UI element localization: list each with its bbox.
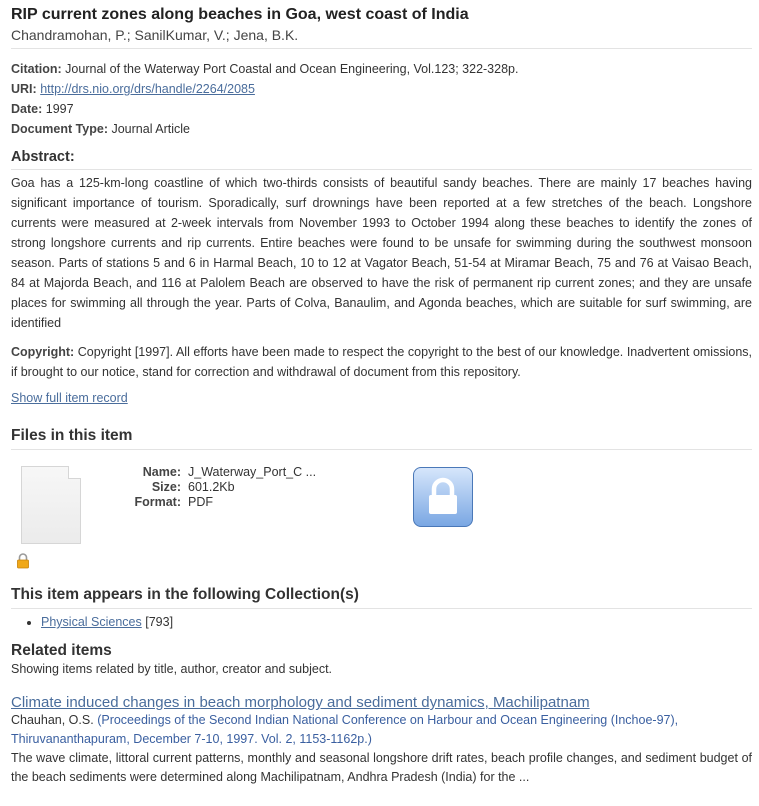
- show-full-record-link[interactable]: Show full item record: [11, 391, 128, 405]
- doctype-label: Document Type:: [11, 122, 108, 136]
- item-metadata: [11, 59, 752, 139]
- uri-row: [11, 79, 752, 99]
- divider: [11, 169, 752, 170]
- doctype-value: Journal Article: [111, 122, 190, 136]
- copyright-block: [11, 342, 752, 382]
- divider: [11, 48, 752, 49]
- related-item-title-link[interactable]: Climate induced changes in beach morphology and sediment dynamics, Machilipatnam: [11, 694, 590, 711]
- divider: [11, 449, 752, 450]
- collection-count: [793]: [145, 615, 174, 629]
- file-name-label: Name:: [142, 465, 181, 479]
- abstract-heading: Abstract:: [11, 149, 75, 165]
- citation-value: Journal of the Waterway Port Coastal and Ocean Engineering, Vol.123; 322-328p.: [65, 62, 519, 76]
- uri-label: URI:: [11, 82, 37, 96]
- collection-item: [41, 615, 752, 629]
- collections-heading: This item appears in the following Collection(s): [11, 586, 359, 603]
- related-subtitle: Showing items related by title, author, creator and subject.: [11, 662, 333, 676]
- file-size-label: Size:: [151, 480, 181, 494]
- citation-row: [11, 59, 752, 79]
- file-thumbnail[interactable]: [21, 466, 81, 544]
- item-title: RIP current zones along beaches in Goa, west coast of India: [11, 6, 469, 23]
- related-item-meta: [11, 711, 752, 749]
- collection-link[interactable]: Physical Sciences: [41, 615, 142, 629]
- copyright-label: Copyright:: [11, 345, 75, 359]
- item-authors: Chandramohan, P.; SanilKumar, V.; Jena, B.K.: [11, 27, 299, 43]
- collections-list: [11, 615, 752, 629]
- date-value: 1997: [45, 102, 74, 116]
- date-row: [11, 99, 752, 119]
- files-heading: Files in this item: [11, 427, 133, 444]
- files-section: [11, 459, 752, 584]
- doctype-row: [11, 119, 752, 139]
- date-label: Date:: [11, 102, 43, 116]
- uri-link[interactable]: http://drs.nio.org/drs/handle/2264/2085: [40, 82, 255, 96]
- file-name-row: [101, 465, 316, 480]
- file-size-value: 601.2Kb: [188, 480, 235, 494]
- lock-icon: [16, 553, 30, 569]
- file-size-row: [101, 480, 316, 495]
- copyright-text: Copyright [1997]. All efforts have been made to respect the copyright to the best of our knowledge. Inadvertent omissions, if brought to our notice, stand for correction and withdrawal of document from this repository.: [11, 345, 752, 379]
- related-item-source: (Proceedings of the Second Indian National Conference on Harbour and Ocean Engineering (Inchoe-97), Thiruvananthapuram, December 7-10, 1997. Vol. 2, 1153-1162p.): [11, 713, 679, 746]
- item-page: [0, 6, 752, 787]
- divider: [11, 608, 752, 609]
- related-heading: Related items: [11, 642, 112, 659]
- file-info: [101, 465, 316, 510]
- file-format-label: Format:: [134, 495, 181, 509]
- related-item-abstract: The wave climate, littoral current patterns, monthly and seasonal longshore drift rates, beach profile changes, and sediment budget of the beach sediments were determined along Machilipatnam, Andhra Pradesh (India) for the ...: [11, 751, 752, 784]
- abstract-text: Goa has a 125-km-long coastline of which two-thirds consists of beautiful sandy beaches. There are mainly 17 beaches having significant importance of tourism. Sporadically, surf drownings have been reported at a few stretches of the beach. Longshore currents were measured at 2-week intervals from November 1993 to October 1994 along these beaches to identify the zones of strong longshore currents and rip currents. Entire beaches were found to be unsafe for swimming during the southwest monsoon season. Parts of stations 5 and 6 in Harmal Beach, 10 to 12 at Vagator Beach, 51-54 at Miramar Beach, 75 and 76 at Vaisao Beach, 84 at Majorda Beach, and 116 at Palolem Beach are observed to have the risk of permanent rip current zones; and they are unsafe places for swimming all through the year. Parts of Colva, Banaulim, and Agonda beaches, which are suitable for surf swimming, are identified: [11, 176, 752, 330]
- citation-label: Citation:: [11, 62, 62, 76]
- padlock-icon: [414, 468, 472, 526]
- related-item-author: Chauhan, O.S.: [11, 713, 94, 727]
- file-format-value: PDF: [188, 495, 213, 509]
- restricted-access-icon[interactable]: [413, 467, 473, 527]
- file-name-value: J_Waterway_Port_C ...: [188, 465, 317, 479]
- file-format-row: [101, 495, 316, 510]
